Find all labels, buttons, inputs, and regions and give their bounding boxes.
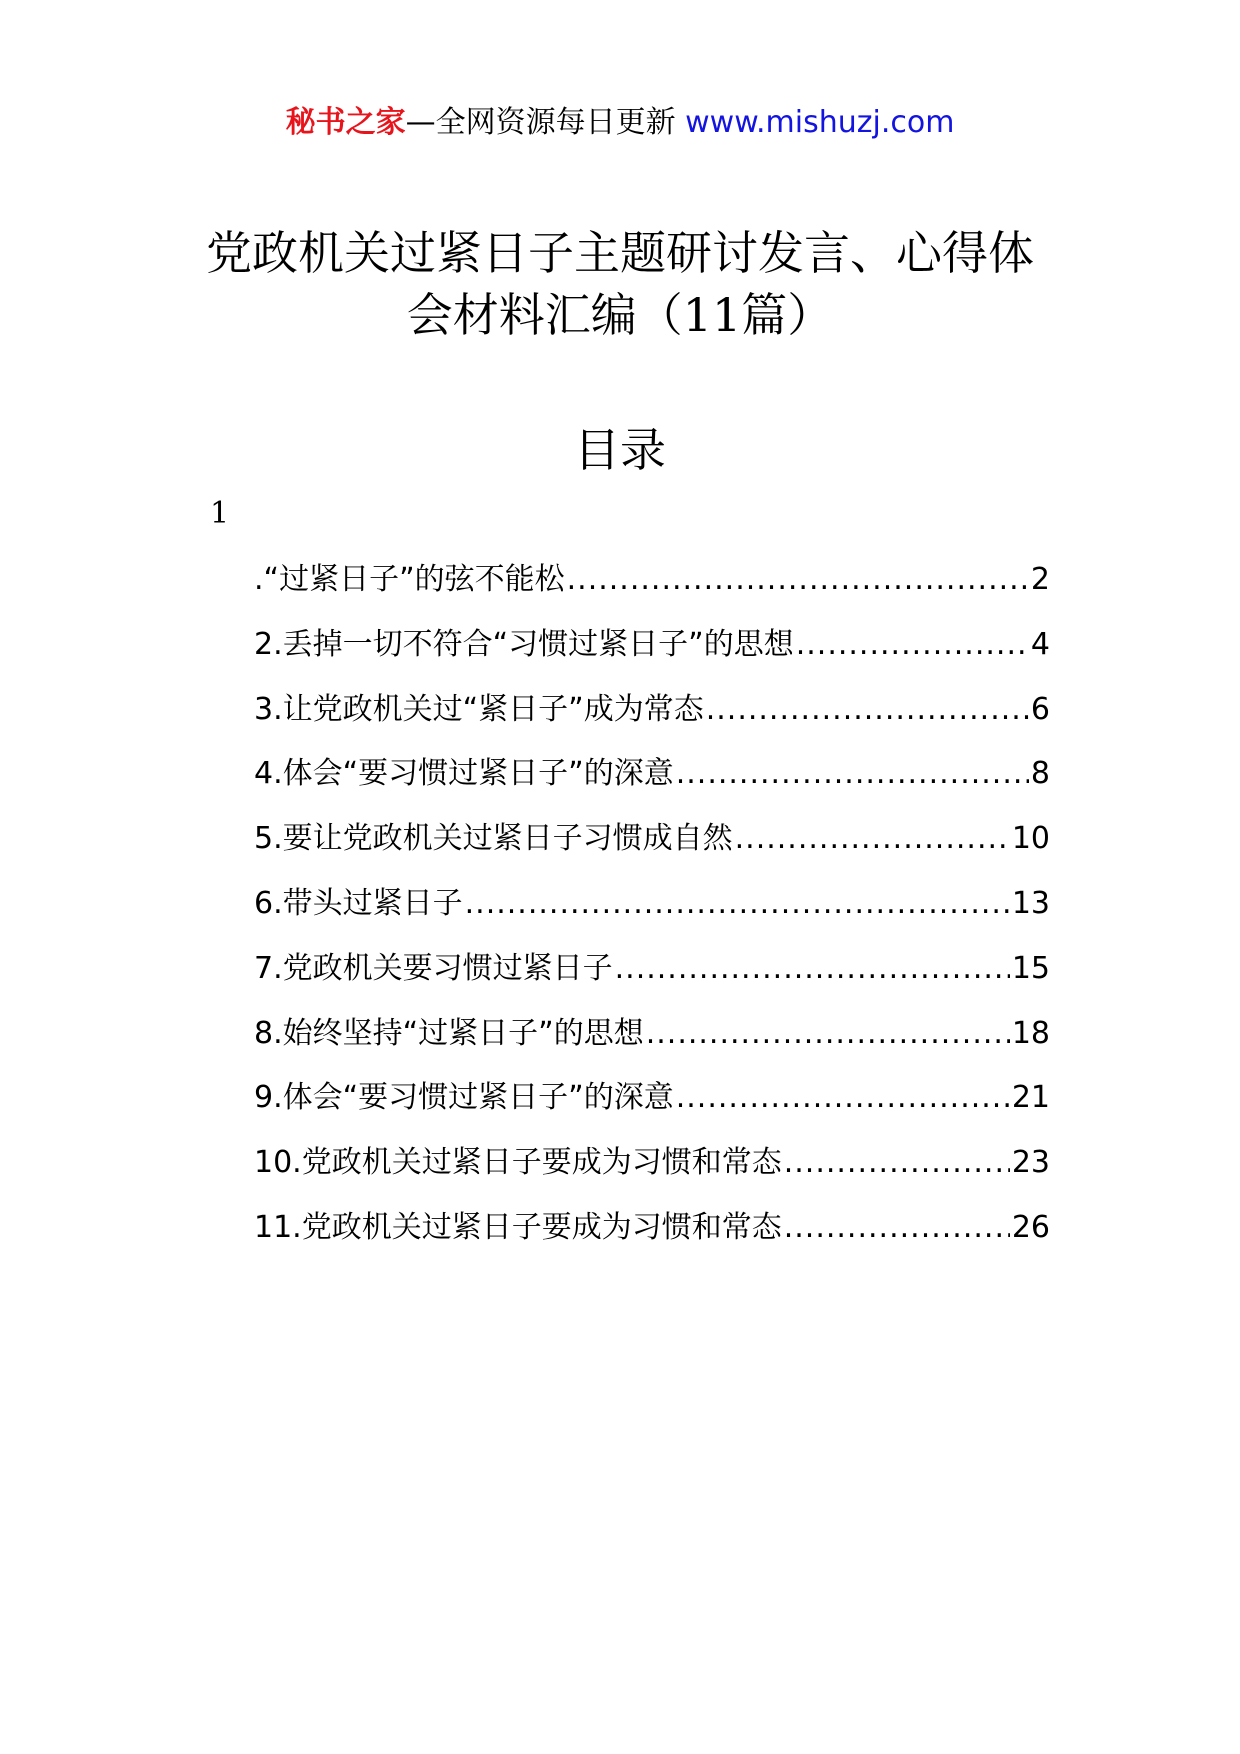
toc-entry-page: 23	[1011, 1145, 1050, 1181]
toc-entry-page: 13	[1011, 885, 1050, 921]
site-header	[0, 100, 1240, 146]
toc-entry[interactable]	[254, 880, 1050, 945]
document-title-suffix: 篇）	[741, 288, 834, 342]
toc-dot-leader	[615, 945, 1010, 993]
toc-number-line: 1	[210, 496, 230, 531]
toc-dot-leader	[784, 1139, 1010, 1187]
toc-dot-leader	[706, 686, 1029, 734]
toc-entry[interactable]	[254, 621, 1050, 686]
document-title	[180, 222, 1060, 346]
toc-entry[interactable]	[254, 1074, 1050, 1139]
toc-entry-label: 8.始终坚持“过紧日子”的思想	[254, 1015, 644, 1051]
toc-entry-page: 15	[1011, 950, 1050, 986]
toc-entry-label: 4.体会“要习惯过紧日子”的深意	[254, 756, 674, 792]
toc-entry-label: 2.丢掉一切不符合“习惯过紧日子”的思想	[254, 626, 794, 662]
toc-entry-page: 4	[1030, 626, 1050, 662]
toc-dot-leader	[465, 880, 1010, 928]
toc-list	[254, 556, 1050, 1269]
toc-entry-page: 8	[1030, 756, 1050, 792]
toc-dot-leader	[567, 556, 1029, 604]
toc-entry-label: 3.让党政机关过“紧日子”成为常态	[254, 691, 704, 727]
toc-entry[interactable]	[254, 945, 1050, 1010]
toc-entry-page: 10	[1011, 821, 1050, 857]
toc-entry-label: 5.要让党政机关过紧日子习惯成自然	[254, 821, 733, 857]
site-slogan: —全网资源每日更新	[405, 105, 676, 140]
document-title-line-1: 党政机关过紧日子主题研讨发言、心得体	[206, 226, 1034, 280]
document-article-count: 11	[682, 288, 742, 342]
toc-entry[interactable]	[254, 1010, 1050, 1075]
toc-entry[interactable]	[254, 815, 1050, 880]
toc-entry[interactable]	[254, 750, 1050, 815]
toc-entry-label: 7.党政机关要习惯过紧日子	[254, 950, 613, 986]
toc-heading: 目录	[574, 423, 666, 477]
toc-entry-label: 6.带头过紧日子	[254, 885, 463, 921]
toc-entry-page: 6	[1030, 691, 1050, 727]
toc-dot-leader	[735, 815, 1010, 863]
toc-entry[interactable]	[254, 1204, 1050, 1269]
toc-dot-leader	[646, 1010, 1010, 1058]
toc-entry-label: 9.体会“要习惯过紧日子”的深意	[254, 1080, 674, 1116]
toc-dot-leader	[796, 621, 1029, 669]
toc-dot-leader	[676, 750, 1029, 798]
toc-entry-label: 10.党政机关过紧日子要成为习惯和常态	[254, 1145, 782, 1181]
toc-entry-page: 2	[1030, 562, 1050, 597]
toc-entry[interactable]	[254, 686, 1050, 751]
toc-entry[interactable]	[254, 1139, 1050, 1204]
toc-entry-page: 26	[1011, 1209, 1050, 1245]
site-url-link[interactable]: www.mishuzj.com	[685, 105, 955, 140]
toc-entry[interactable]	[254, 556, 1050, 621]
toc-entry-page: 18	[1011, 1015, 1050, 1051]
toc-entry-page: 21	[1011, 1080, 1050, 1116]
toc-dot-leader	[676, 1074, 1010, 1122]
document-title-line-2	[180, 284, 1060, 346]
document-title-prefix: 会材料汇编（	[406, 288, 683, 342]
toc-entry-label: 11.党政机关过紧日子要成为习惯和常态	[254, 1209, 782, 1245]
toc-dot-leader	[784, 1204, 1010, 1252]
toc-entry-label: .“过紧日子”的弦不能松	[254, 562, 565, 597]
brand-name: 秘书之家	[285, 105, 406, 140]
